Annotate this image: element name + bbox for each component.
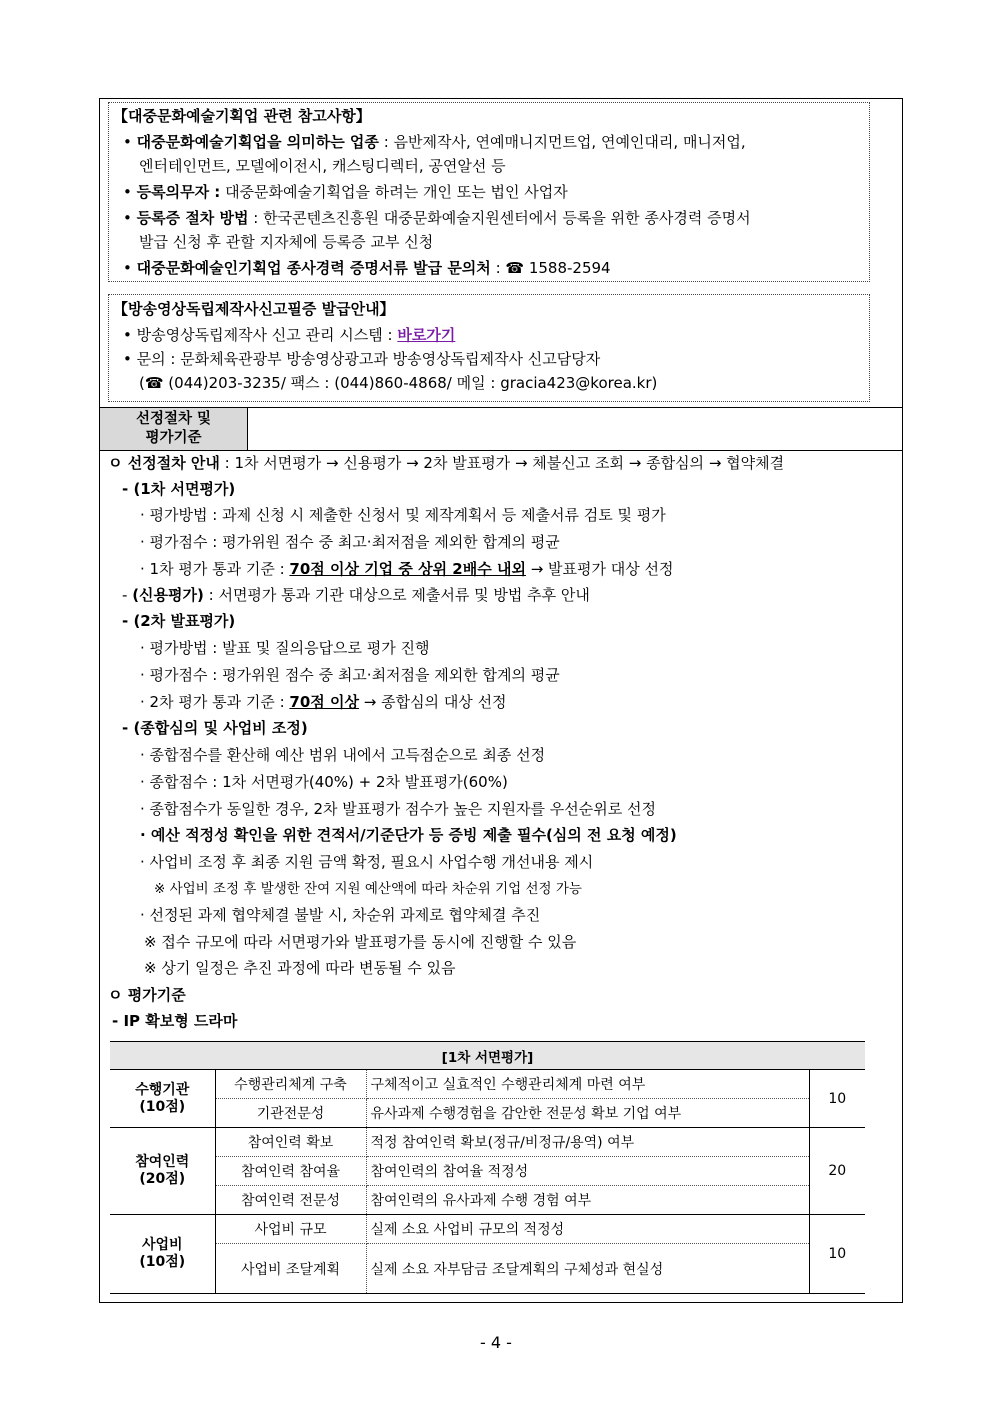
bullet-line: • 대중문화예술기획업을 의미하는 업종 : 음반제작사, 연예매니지먼트업, 연예인대리, 매니저업, [123,133,746,151]
table-row [110,1215,865,1244]
section-header-row [100,407,902,451]
proc-note: ※ 사업비 조정 후 발생한 잔여 지원 예산액에 따라 차순위 기업 선정 가능 [154,881,582,897]
contact-info: (☎ (044)203-3235/ 팩스 : (044)860-4868/ 메일 : gracia423@korea.kr) [139,374,658,392]
table-row [110,1186,865,1215]
shortcut-link[interactable]: 바로가기 [397,326,456,344]
desc-cell: 실제 소요 사업비 규모의 적정성 [366,1215,809,1244]
proc-item: · 평가점수 : 평가위원 점수 중 최고·최저점을 제외한 합계의 평균 [140,533,560,551]
box-title: 【대중문화예술기획업 관련 참고사항】 [113,107,371,125]
proc-item-emphasis: · 예산 적정성 확인을 위한 견적서/기준단가 등 증빙 제출 필수(심의 전 요청 예정) [140,826,677,844]
bullet-line: • 등록의무자 : 대중문화예술기획업을 하려는 개인 또는 법인 사업자 [123,183,568,201]
proc-item: · 평가방법 : 과제 신청 시 제출한 신청서 및 제작계획서 등 제출서류 검토 및 평가 [140,506,666,524]
proc-item: · 종합점수를 환산해 예산 범위 내에서 고득점순으로 최종 선정 [140,746,546,764]
sub-heading: - (종합심의 및 사업비 조정) [122,719,308,737]
desc-cell: 실제 소요 자부담금 조달계획의 구체성과 현실성 [366,1244,809,1294]
bullet-line: • 등록증 절차 방법 : 한국콘텐츠진흥원 대중문화예술지원센터에서 등록을 위한 종사경력 증명서 [123,209,751,227]
item-cell: 사업비 조달계획 [215,1244,366,1294]
score-cell: 20 [809,1128,865,1215]
proc-item: · 평가방법 : 발표 및 질의응답으로 평가 진행 [140,639,430,657]
score-cell: 10 [809,1215,865,1294]
content-frame [99,98,903,1303]
criteria-heading: ㅇ 평가기준 [108,986,186,1004]
desc-cell: 유사과제 수행경험을 감안한 전문성 확보 기업 여부 [366,1099,809,1128]
desc-cell: 구체적이고 실효적인 수행관리체계 마련 여부 [366,1070,809,1099]
proc-note: ※ 상기 일정은 추진 과정에 따라 변동될 수 있음 [144,959,456,977]
section-header-cell: 선정절차 및 평가기준 [100,408,248,450]
box-title: 【방송영상독립제작사신고필증 발급안내】 [113,300,395,318]
item-cell: 참여인력 참여율 [215,1157,366,1186]
table-row [110,1128,865,1157]
sub-heading: - (1차 서면평가) [122,480,236,498]
bullet-line: • 방송영상독립제작사 신고 관리 시스템 : 바로가기 [123,326,456,344]
table-title: [1차 서면평가] [110,1042,865,1070]
proc-item: · 종합점수가 동일한 경우, 2차 발표평가 점수가 높은 지원자를 우선순위로 선정 [140,800,656,818]
item-cell: 사업비 규모 [215,1215,366,1244]
group-label: 사업비 (10점) [110,1215,215,1294]
table-row [110,1070,865,1099]
bullet-line: • 문의 : 문화체육관광부 방송영상광고과 방송영상독립제작사 신고담당자 [123,350,601,368]
sub-heading: - (2차 발표평가) [122,612,236,630]
bullet-line: • 대중문화예술인기획업 종사경력 증명서류 발급 문의처 : ☎ 1588-2594 [123,259,611,277]
proc-item: · 평가점수 : 평가위원 점수 중 최고·최저점을 제외한 합계의 평균 [140,666,560,684]
bullet-continuation: 엔터테인먼트, 모델에이전시, 캐스팅디렉터, 공연알선 등 [139,157,506,175]
notice-box-broadcast [108,294,870,402]
criteria-sub-heading: - IP 확보형 드라마 [112,1012,238,1030]
desc-cell: 참여인력의 유사과제 수행 경험 여부 [366,1186,809,1215]
notice-box-entertainment [108,102,870,282]
group-label: 수행기관 (10점) [110,1070,215,1128]
item-cell: 참여인력 확보 [215,1128,366,1157]
proc-item: · 선정된 과제 협약체결 불발 시, 차순위 과제로 협약체결 추진 [140,906,541,924]
evaluation-table [110,1041,865,1294]
desc-cell: 적정 참여인력 확보(정규/비정규/용역) 여부 [366,1128,809,1157]
page-number: - 4 - [480,1333,512,1352]
item-cell: 기관전문성 [215,1099,366,1128]
bullet-continuation: 발급 신청 후 관할 지자체에 등록증 교부 신청 [139,233,434,251]
group-label: 참여인력 (20점) [110,1128,215,1215]
item-cell: 수행관리체계 구축 [215,1070,366,1099]
table-row [110,1244,865,1294]
proc-item: · 1차 평가 통과 기준 : 70점 이상 기업 중 상위 2배수 내외 → 발표평가 대상 선정 [140,560,674,578]
desc-cell: 참여인력의 참여율 적정성 [366,1157,809,1186]
proc-heading: ㅇ 선정절차 안내 : 1차 서면평가 → 신용평가 → 2차 발표평가 → 체불신고 조회 → 종합심의 → 협약체결 [108,454,785,472]
sub-heading: - (신용평가) : 서면평가 통과 기관 대상으로 제출서류 및 방법 추후 안내 [122,586,590,604]
table-header-row [110,1042,865,1070]
table-row [110,1099,865,1128]
item-cell: 참여인력 전문성 [215,1186,366,1215]
table-row [110,1157,865,1186]
proc-item: · 종합점수 : 1차 서면평가(40%) + 2차 발표평가(60%) [140,773,508,791]
proc-note: ※ 접수 규모에 따라 서면평가와 발표평가를 동시에 진행할 수 있음 [144,933,577,951]
proc-item: · 사업비 조정 후 최종 지원 금액 확정, 필요시 사업수행 개선내용 제시 [140,853,594,871]
proc-item: · 2차 평가 통과 기준 : 70점 이상 → 종합심의 대상 선정 [140,693,507,711]
score-cell: 10 [809,1070,865,1128]
